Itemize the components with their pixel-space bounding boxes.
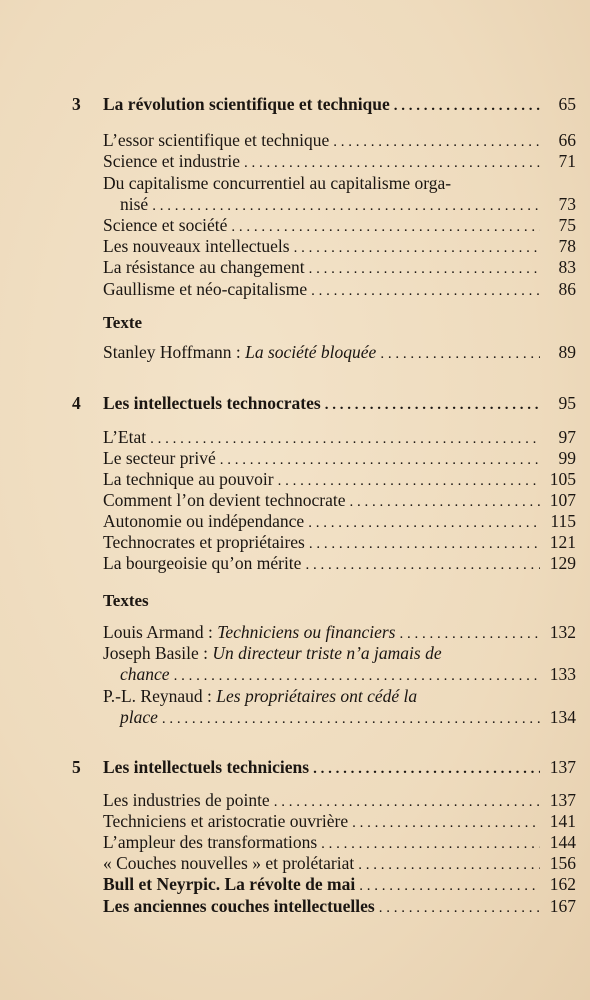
- page-number: 137: [549, 757, 576, 777]
- text-entry: [103, 342, 376, 363]
- text-entry-line1: [103, 686, 417, 707]
- entry-title: Science et société: [103, 215, 228, 235]
- leader-dots: [305, 555, 540, 576]
- entry-title: La bourgeoisie qu’on mérite: [103, 553, 302, 573]
- entry-title: Autonomie ou indépendance: [103, 511, 305, 531]
- toc-entry: [103, 490, 576, 513]
- page-number: 107: [549, 490, 576, 510]
- page-number: 121: [549, 532, 576, 552]
- page-number: 115: [550, 511, 576, 531]
- leader-dots: [394, 96, 540, 117]
- chapter-heading: [103, 393, 576, 416]
- page-number: 65: [558, 94, 576, 114]
- page-number: 86: [558, 279, 576, 299]
- toc-entry: [103, 236, 576, 259]
- page-number: 129: [549, 553, 576, 573]
- leader-dots: [278, 471, 540, 492]
- chapter-title: Les intellectuels technocrates: [103, 393, 321, 413]
- page-number: 89: [558, 342, 576, 362]
- entry-title: Technocrates et propriétaires: [103, 532, 305, 552]
- leader-dots: [294, 238, 540, 259]
- text-entry-line2: [120, 664, 170, 685]
- toc-entry: [103, 130, 576, 153]
- toc-entry: [103, 853, 576, 876]
- leader-dots: [379, 898, 540, 919]
- chapter-title: La révolution scientifique et technique: [103, 94, 390, 114]
- page-number: 75: [558, 215, 576, 235]
- page-number: 97: [558, 427, 576, 447]
- text-author: Stanley Hoffmann :: [103, 342, 246, 362]
- page-number: 66: [558, 130, 576, 150]
- toc-entry: [103, 790, 576, 813]
- text-work-title-cont: chance: [120, 664, 170, 684]
- page-number: 144: [549, 832, 576, 852]
- entry-title: Le secteur privé: [103, 448, 216, 468]
- chapter-number: 5: [72, 757, 81, 777]
- chapter-number: 4: [72, 393, 81, 413]
- page-number: 73: [558, 194, 576, 214]
- text-work-title: La société bloquée: [245, 342, 377, 362]
- text-author: Louis Armand :: [103, 622, 218, 642]
- toc-entry: [103, 448, 576, 471]
- text-work-title: Techniciens ou financiers: [217, 622, 396, 642]
- page-number: 134: [549, 707, 576, 727]
- chapter-heading: [103, 94, 576, 117]
- leader-dots: [274, 792, 540, 813]
- entry-title: La technique au pouvoir: [103, 469, 274, 489]
- page-number: 78: [558, 236, 576, 256]
- page-number: 156: [549, 853, 576, 873]
- leader-dots: [399, 624, 540, 645]
- toc-entry: [103, 511, 576, 534]
- leader-dots: [308, 513, 540, 534]
- text-entry-line2: [120, 707, 158, 728]
- toc-entry: [103, 874, 576, 897]
- entry-title: Science et industrie: [103, 151, 241, 171]
- entry-title: L’Etat: [103, 427, 147, 447]
- page-number: 132: [549, 622, 576, 642]
- entry-title: Les anciennes couches intellectuelles: [103, 896, 375, 916]
- texts-label: Texte: [103, 313, 143, 332]
- leader-dots: [325, 395, 540, 416]
- page-number: 133: [549, 664, 576, 684]
- leader-dots: [220, 450, 540, 471]
- leader-dots: [352, 813, 540, 834]
- leader-dots: [174, 666, 540, 687]
- leader-dots: [358, 855, 540, 876]
- text-work-title: Les propriétaires ont cédé la: [216, 686, 418, 706]
- entry-title: Les nouveaux intellectuels: [103, 236, 290, 256]
- leader-dots: [309, 534, 540, 555]
- entry-title: Gaullisme et néo-capitalisme: [103, 279, 308, 299]
- toc-entry: [103, 832, 576, 855]
- page-number: 141: [549, 811, 576, 831]
- toc-entry: [103, 257, 576, 280]
- toc-entry: [103, 811, 576, 834]
- page-number: 99: [558, 448, 576, 468]
- chapter-number: 3: [72, 94, 81, 114]
- entry-title: Les industries de pointe: [103, 790, 270, 810]
- toc-entry: [103, 427, 576, 450]
- entry-title: L’ampleur des transformations: [103, 832, 318, 852]
- toc-entry: [103, 553, 576, 576]
- toc-text-entry: [103, 342, 576, 365]
- entry-title: La résistance au changement: [103, 257, 305, 277]
- leader-dots: [309, 259, 540, 280]
- leader-dots: [359, 876, 540, 897]
- chapter-title: Les intellectuels techniciens: [103, 757, 310, 777]
- toc-text-entry: [120, 707, 576, 730]
- page-number: 162: [549, 874, 576, 894]
- page-number: 137: [549, 790, 576, 810]
- toc-entry: [120, 194, 576, 217]
- toc-entry: [103, 151, 576, 174]
- text-author: Joseph Basile :: [103, 643, 213, 663]
- page-number: 167: [549, 896, 576, 916]
- entry-title: Techniciens et aristocratie ouvrière: [103, 811, 349, 831]
- leader-dots: [313, 759, 540, 780]
- toc-text-entry: [103, 622, 576, 645]
- toc-entry: [103, 532, 576, 555]
- leader-dots: [152, 196, 540, 217]
- page-number: 71: [558, 151, 576, 171]
- leader-dots: [244, 153, 540, 174]
- entry-title: L’essor scientifique et technique: [103, 130, 330, 150]
- entry-title: Bull et Neyrpic. La révolte de mai: [103, 874, 356, 894]
- toc-entry: [103, 215, 576, 238]
- toc-text-entry: [120, 664, 576, 687]
- chapter-heading: [103, 757, 576, 780]
- entry-title-line1: Du capitalisme concurrentiel au capitalisme orga-: [103, 173, 452, 193]
- leader-dots: [350, 492, 541, 513]
- toc-entry: [103, 279, 576, 302]
- text-entry-line1: [103, 643, 442, 664]
- texts-label: Textes: [103, 591, 149, 610]
- leader-dots: [162, 709, 540, 730]
- text-work-title: Un directeur triste n’a jamais de: [212, 643, 442, 663]
- leader-dots: [150, 429, 540, 450]
- page-number: 83: [558, 257, 576, 277]
- toc-entry: [103, 469, 576, 492]
- text-work-title-cont: place: [120, 707, 158, 727]
- leader-dots: [311, 281, 540, 302]
- leader-dots: [380, 344, 540, 365]
- page-number: 95: [558, 393, 576, 413]
- toc-entry: [103, 896, 576, 919]
- entry-title: Comment l’on devient technocrate: [103, 490, 346, 510]
- leader-dots: [333, 132, 540, 153]
- entry-title: « Couches nouvelles » et prolétariat: [103, 853, 355, 873]
- page-number: 105: [549, 469, 576, 489]
- text-entry: [103, 622, 395, 643]
- leader-dots: [231, 217, 540, 238]
- leader-dots: [321, 834, 540, 855]
- text-author: P.-L. Reynaud :: [103, 686, 217, 706]
- entry-title-line2: nisé: [120, 194, 149, 214]
